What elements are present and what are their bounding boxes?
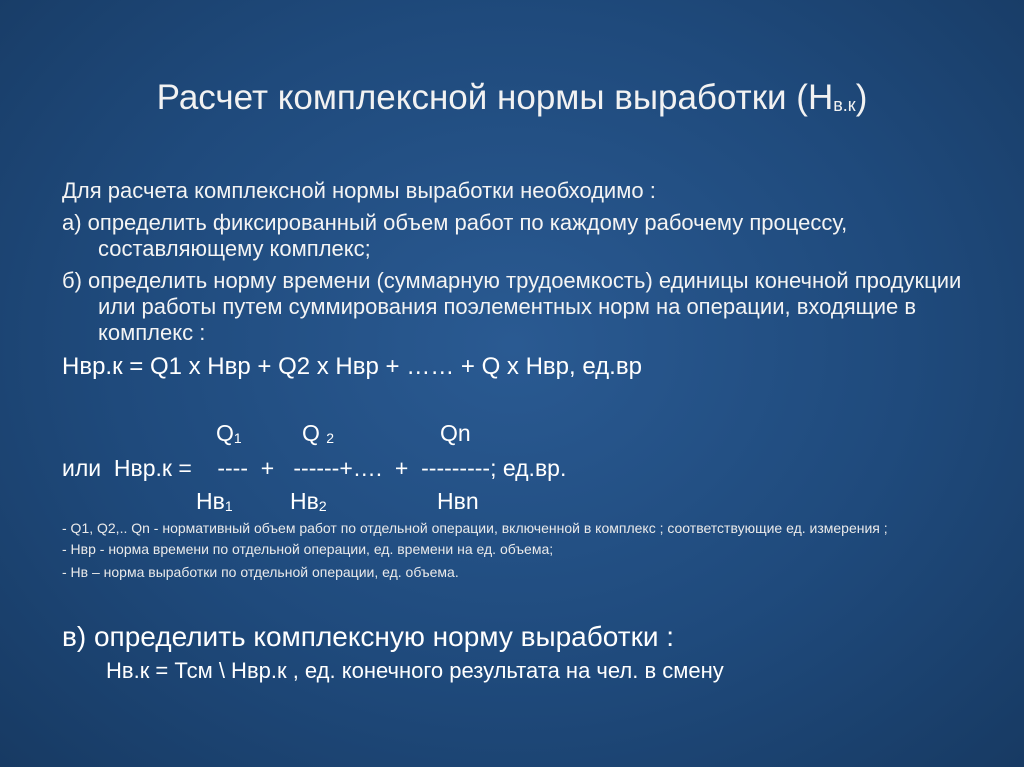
intro-text: Для расчета комплексной нормы выработки необходимо : (62, 178, 656, 203)
fraction-q2: Q 2 (302, 420, 335, 446)
note-hvr: - Нвр - норма времени по отдельной операции, ед. времени на ед. объема; (62, 541, 554, 557)
slide-title (0, 76, 1024, 127)
title-close: ) (855, 78, 868, 117)
fraction-hn: Нвn (437, 488, 479, 514)
fraction-h1: Нв1 (196, 488, 233, 514)
notes (62, 520, 962, 581)
fraction-qn: Qn (440, 420, 471, 446)
note-q: - Q1, Q2,.. Qn - нормативный объем работ по отдельной операции, включенной в комплекс ; соответствующие ед. измерения ; (62, 520, 888, 536)
formula-time-norm: Нвр.к = Q1 х Нвр + Q2 х Нвр + …… + Q х Нвр, ед.вр (62, 353, 642, 380)
fraction-line: или Нвр.к = ---- + ------+…. + ---------; ед.вр. (62, 455, 567, 481)
fraction-q1: Q1 (216, 420, 242, 446)
title-subscript: в.к (833, 95, 856, 115)
item-b: б) определить норму времени (суммарную трудоемкость) единицы конечной продукции или работы путем суммирования поэлементных норм на операции, входящие в комплекс : (62, 268, 962, 345)
title-text: Расчет комплексной нормы выработки (Н (156, 78, 834, 117)
note-hv: - Нв – норма выработки по отдельной операции, ед. объема. (62, 564, 459, 580)
formula-complex-norm: Нв.к = Тсм \ Нвр.к , ед. конечного результата на чел. в смену (106, 658, 724, 683)
item-c: в) определить комплексную норму выработки : (62, 621, 675, 652)
slide-body (62, 178, 962, 382)
item-a: а) определить фиксированный объем работ по каждому рабочему процессу, составляющему комплекс; (62, 210, 848, 261)
fraction-h2: Нв2 (290, 488, 327, 514)
